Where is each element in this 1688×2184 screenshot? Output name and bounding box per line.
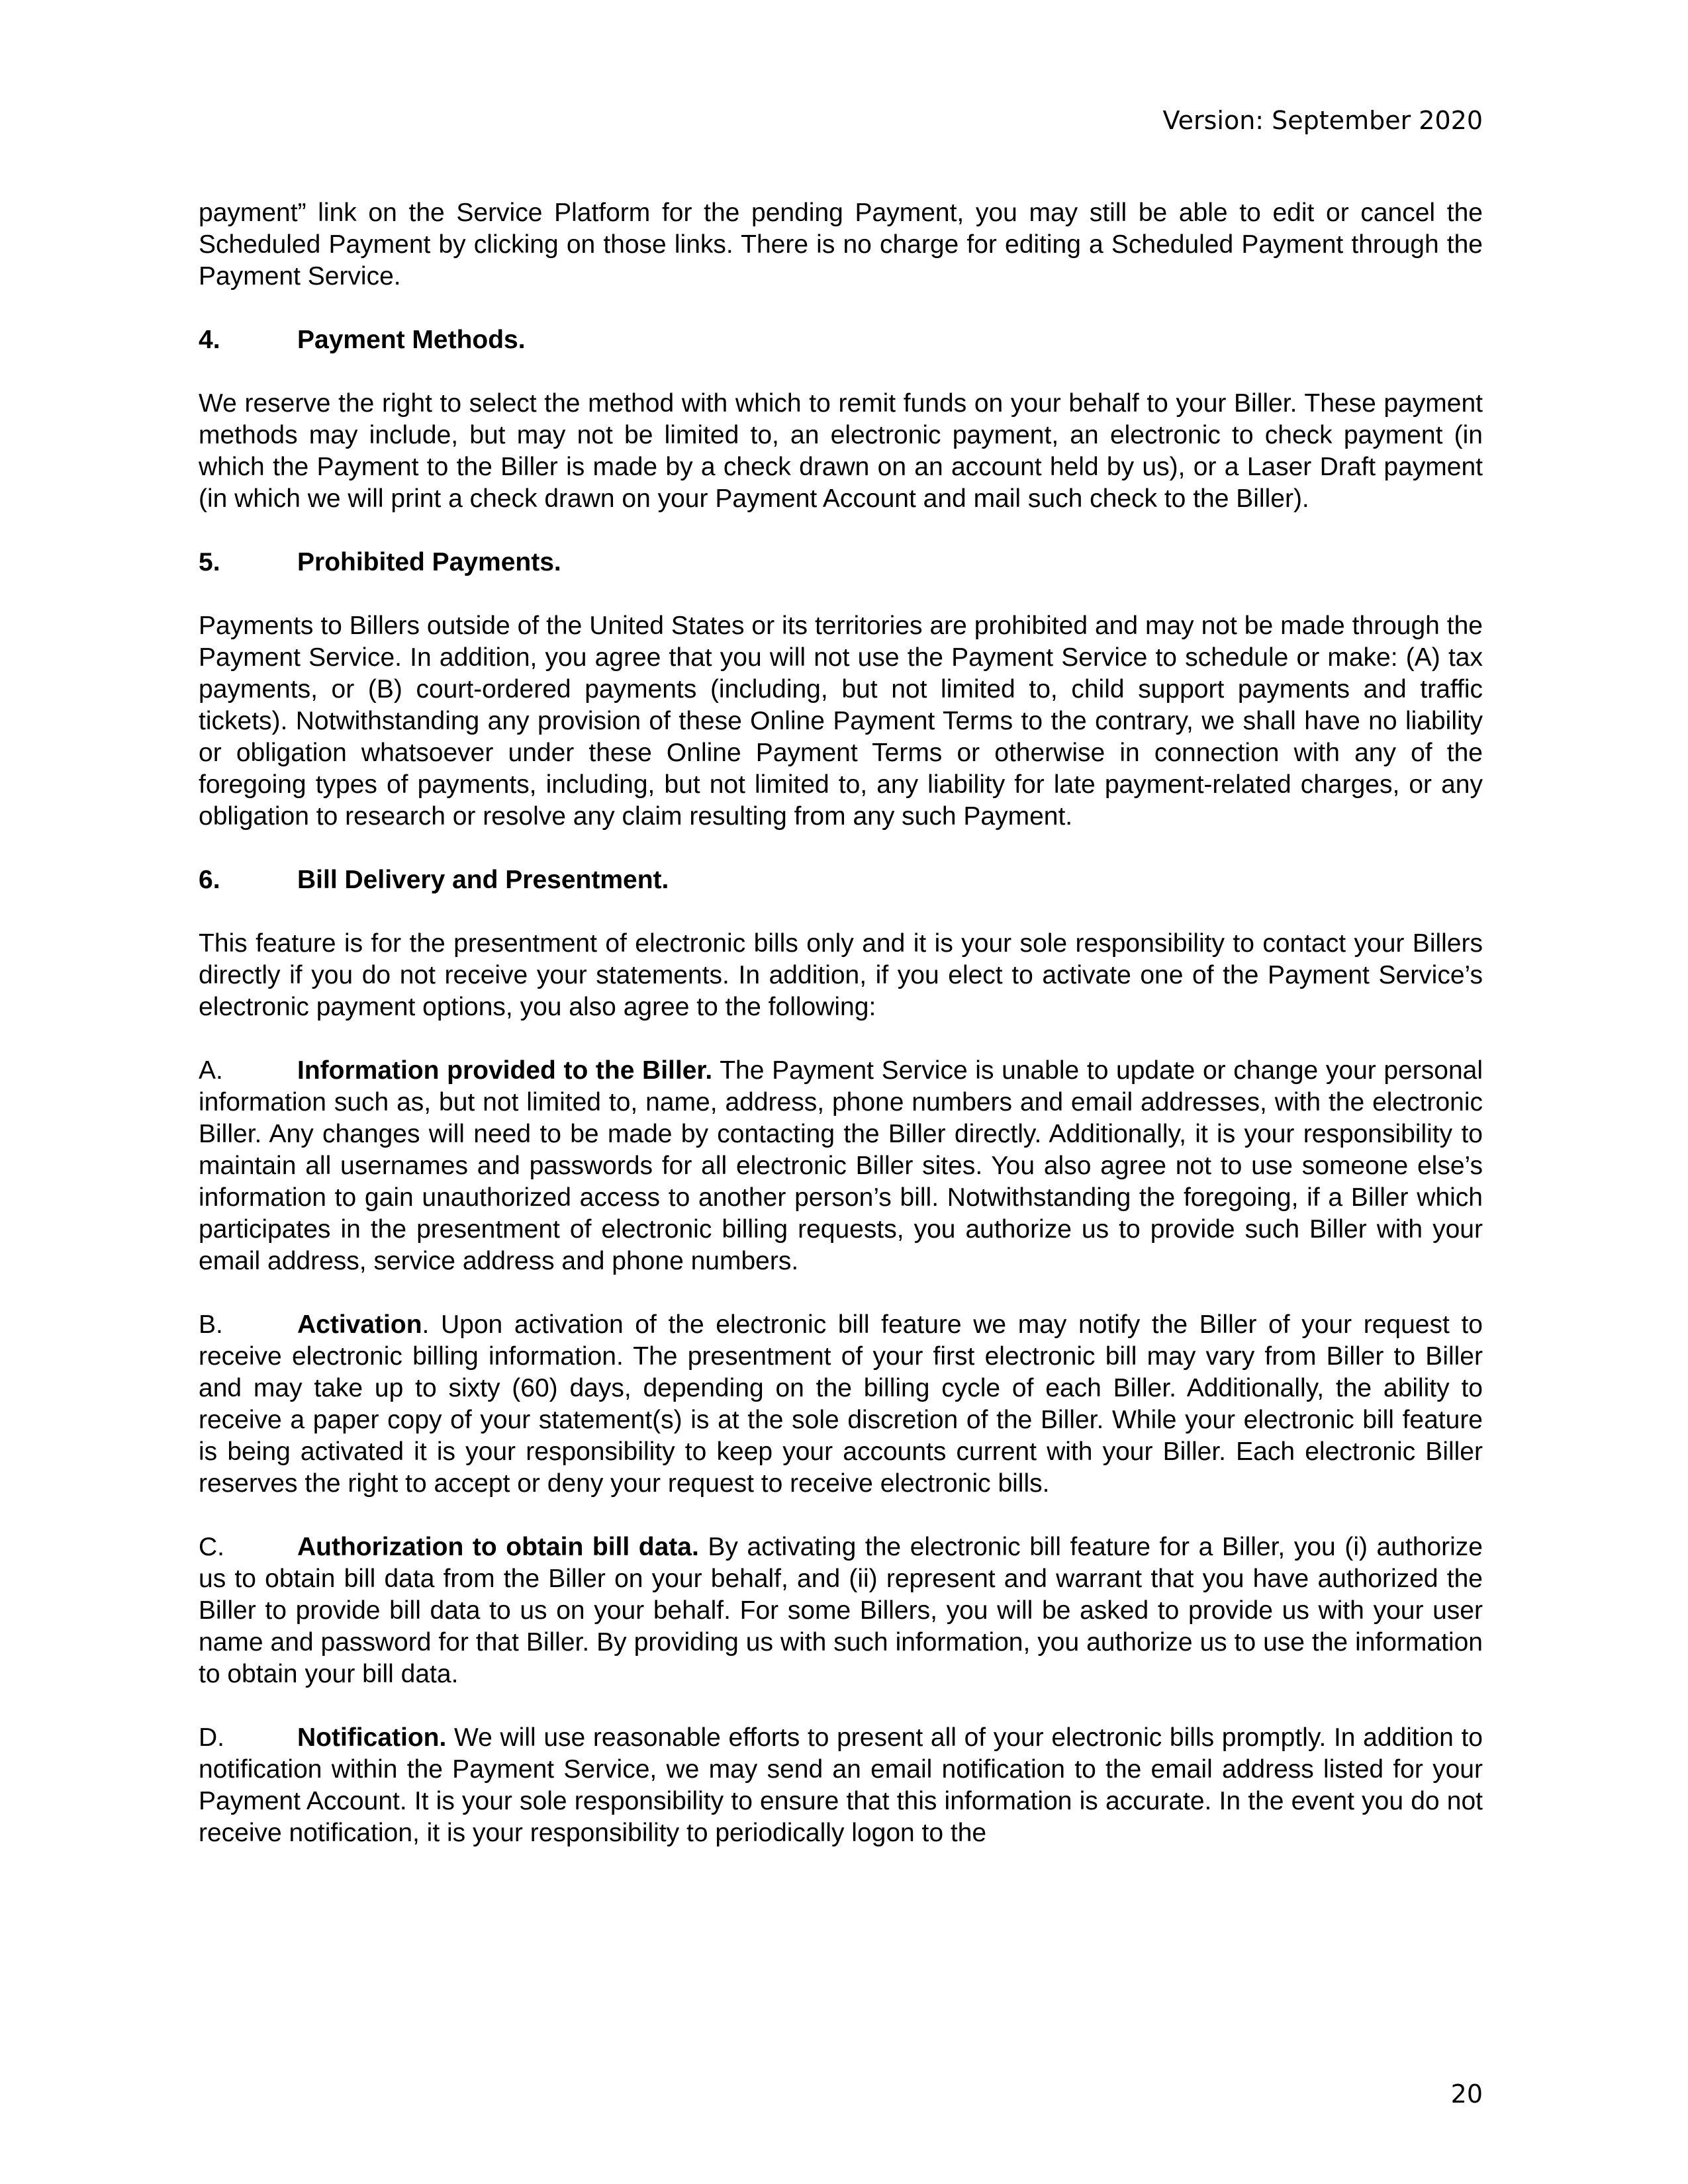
subsection-title: Notification.	[297, 1723, 447, 1752]
subsection-letter: C.	[199, 1533, 224, 1561]
version-label: Version: September 2020	[1162, 106, 1483, 135]
section-title: Prohibited Payments.	[297, 548, 561, 576]
section-heading-prohibited-payments	[199, 547, 1483, 578]
section-number: 4.	[199, 326, 220, 354]
subsection-activation	[199, 1309, 1483, 1500]
section-heading-bill-delivery	[199, 864, 1483, 896]
subsection-text: We will use reasonable efforts to present all of your electronic bills promptly. In addition to notification within the Payment Service, we may send an email notification to the email address listed for your Payment Account. It is your sole responsibility to ensure that this information is accurate. In the event you do not receive notification, it is your responsibility to periodically logon to the	[199, 1723, 1483, 1847]
subsection-title: Information provided to the Biller.	[297, 1056, 713, 1085]
subsection-authorization	[199, 1531, 1483, 1690]
paragraph-continuation: payment” link on the Service Platform for the pending Payment, you may still be able to edit or cancel the Scheduled Payment by clicking on those links. There is no charge for editing a Scheduled Payment through the Payment Service.	[199, 199, 1483, 291]
document-body	[199, 197, 1483, 1881]
subsection-information-provided	[199, 1055, 1483, 1277]
section-title: Bill Delivery and Presentment.	[297, 866, 669, 894]
subsection-text: By activating the electronic bill feature for a Biller, you (i) authorize us to obtain bill data from the Biller on your behalf, and (ii) represent and warrant that you have authorized the Biller to provide bill data to us on your behalf. For some Billers, you will be asked to provide us with your user name and password for that Biller. By providing us with such information, you authorize us to use the information to obtain your bill data.	[199, 1533, 1483, 1688]
subsection-letter: A.	[199, 1056, 223, 1085]
section-title: Payment Methods.	[297, 326, 526, 354]
subsection-letter: D.	[199, 1723, 224, 1752]
subsection-title: Activation	[297, 1310, 422, 1339]
page-number: 20	[1450, 2079, 1483, 2109]
subsection-letter: B.	[199, 1310, 223, 1339]
subsection-text: . Upon activation of the electronic bill feature we may notify the Biller of your request to receive electronic billing information. The presentment of your first electronic bill may vary from Biller to Biller and may take up to sixty (60) days, depending on the billing cycle of each Biller. Additionally, the ability to receive a paper copy of your statement(s) is at the sole discretion of the Biller. While your electronic bill feature is being activated it is your responsibility to keep your accounts current with your Biller. Each electronic Biller reserves the right to accept or deny your request to receive electronic bills.	[199, 1310, 1483, 1498]
paragraph-payment-methods: We reserve the right to select the method with which to remit funds on your behalf to your Biller. These payment methods may include, but may not be limited to, an electronic payment, an electronic to check payment (in which the Payment to the Biller is made by a check drawn on an account held by us), or a Laser Draft payment (in which we will print a check drawn on your Payment Account and mail such check to the Biller).	[199, 389, 1483, 513]
paragraph-bill-delivery: This feature is for the presentment of electronic bills only and it is your sole responsibility to contact your Billers directly if you do not receive your statements. In addition, if you elect to activate one of the Payment Service’s electronic payment options, you also agree to the following:	[199, 929, 1483, 1021]
subsection-notification	[199, 1722, 1483, 1849]
section-heading-payment-methods	[199, 324, 1483, 356]
paragraph-prohibited-payments: Payments to Billers outside of the United States or its territories are prohibited and may not be made through the Payment Service. In addition, you agree that you will not use the Payment Service to schedule or make: (A) tax payments, or (B) court-ordered payments (including, but not limited to, child support payments and traffic tickets). Notwithstanding any provision of these Online Payment Terms to the contrary, we shall have no liability or obligation whatsoever under these Online Payment Terms or otherwise in connection with any of the foregoing types of payments, including, but not limited to, any liability for late payment-related charges, or any obligation to research or resolve any claim resulting from any such Payment.	[199, 612, 1483, 831]
section-number: 6.	[199, 866, 220, 894]
section-number: 5.	[199, 548, 220, 576]
subsection-text: The Payment Service is unable to update or change your personal information such as, but not limited to, name, address, phone numbers and email addresses, with the electronic Biller. Any changes will need to be made by contacting the Biller directly. Additionally, it is your responsibility to maintain all usernames and passwords for all electronic Biller sites. You also agree not to use someone else’s information to gain unauthorized access to another person’s bill. Notwithstanding the foregoing, if a Biller which participates in the presentment of electronic billing requests, you authorize us to provide such Biller with your email address, service address and phone numbers.	[199, 1056, 1483, 1275]
subsection-title: Authorization to obtain bill data.	[297, 1533, 699, 1561]
